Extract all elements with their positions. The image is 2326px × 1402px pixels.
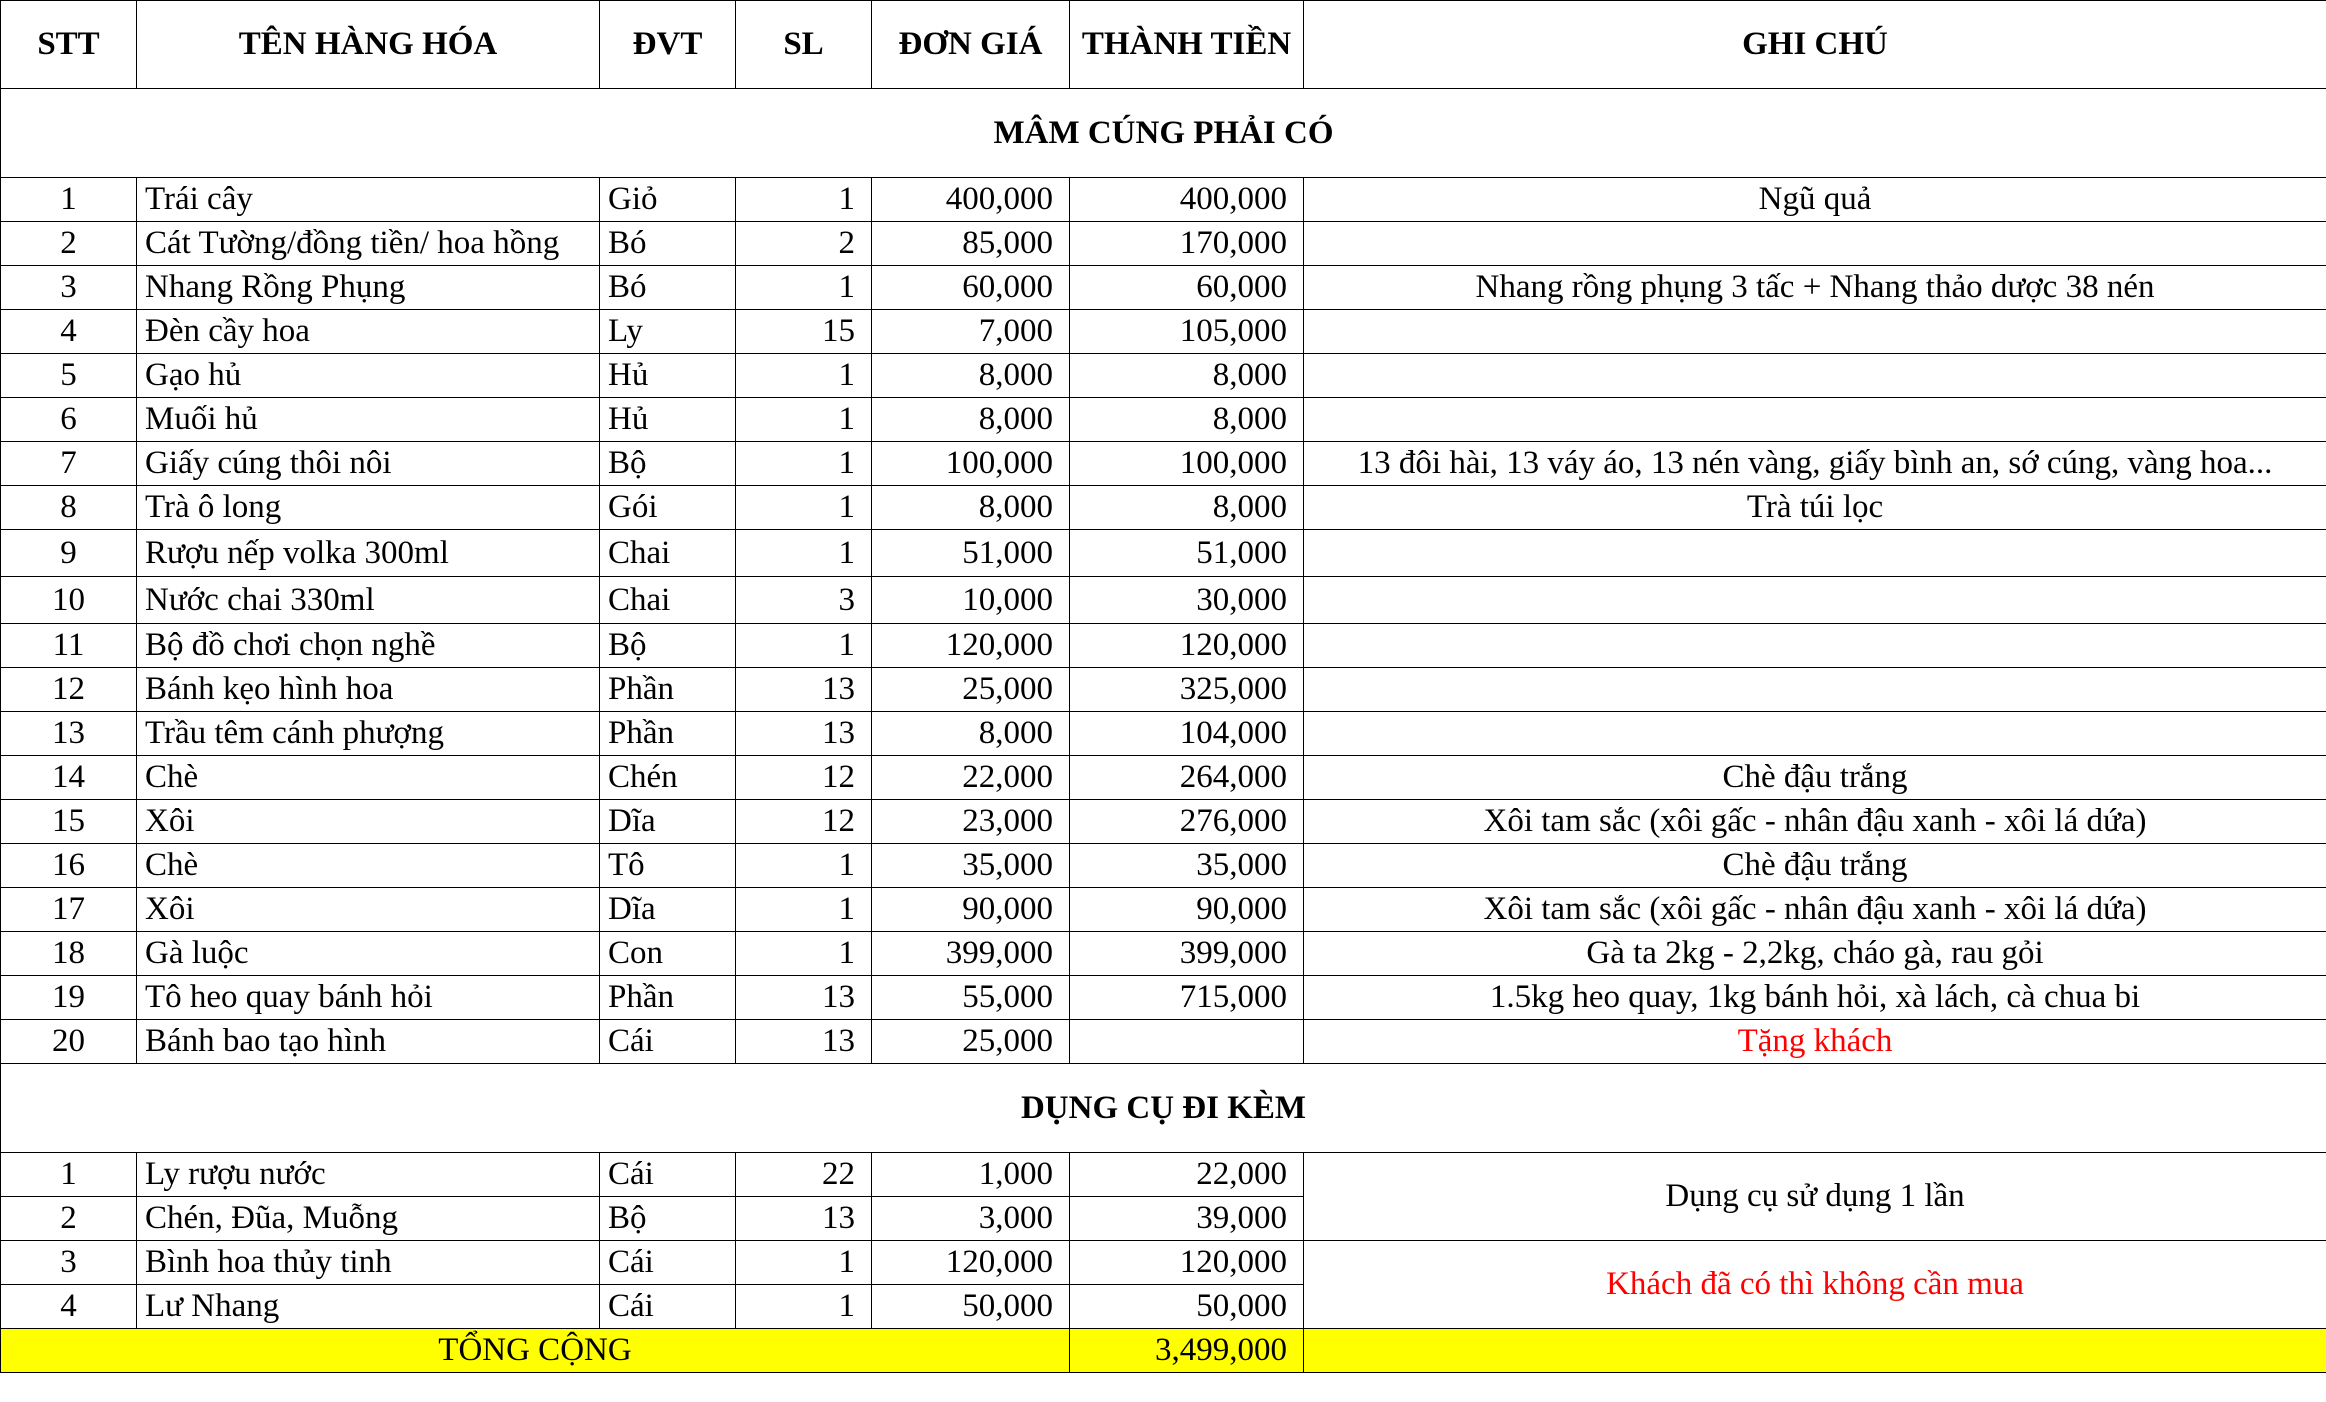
table-row xyxy=(1,756,2326,800)
row-stt: 11 xyxy=(1,624,137,668)
row-qty: 1 xyxy=(736,178,872,222)
row-amount: 39,000 xyxy=(1070,1197,1304,1241)
row-name: Chè xyxy=(137,844,600,888)
row-unit: Dĩa xyxy=(600,888,736,932)
row-unit: Cái xyxy=(600,1241,736,1285)
table-row xyxy=(1,530,2326,577)
row-qty: 3 xyxy=(736,577,872,624)
row-price: 25,000 xyxy=(872,668,1070,712)
row-amount: 120,000 xyxy=(1070,624,1304,668)
row-name: Trà ô long xyxy=(137,486,600,530)
row-price: 60,000 xyxy=(872,266,1070,310)
row-name: Tô heo quay bánh hỏi xyxy=(137,976,600,1020)
table-row xyxy=(1,1153,2326,1197)
row-note xyxy=(1304,222,2326,266)
row-qty: 22 xyxy=(736,1153,872,1197)
row-amount: 51,000 xyxy=(1070,530,1304,577)
row-note: 13 đôi hài, 13 váy áo, 13 nén vàng, giấy bình an, sớ cúng, vàng hoa... xyxy=(1304,442,2326,486)
row-amount: 35,000 xyxy=(1070,844,1304,888)
total-row xyxy=(1,1329,2326,1373)
row-note xyxy=(1304,354,2326,398)
row-note xyxy=(1304,577,2326,624)
row-stt: 3 xyxy=(1,1241,137,1285)
row-stt: 6 xyxy=(1,398,137,442)
row-amount: 120,000 xyxy=(1070,1241,1304,1285)
row-qty: 13 xyxy=(736,712,872,756)
row-note: Ngũ quả xyxy=(1304,178,2326,222)
row-unit: Bộ xyxy=(600,624,736,668)
row-name: Đèn cầy hoa xyxy=(137,310,600,354)
row-price: 51,000 xyxy=(872,530,1070,577)
table-row xyxy=(1,1241,2326,1285)
row-price: 50,000 xyxy=(872,1285,1070,1329)
row-stt: 10 xyxy=(1,577,137,624)
table-row xyxy=(1,712,2326,756)
section-title: MÂM CÚNG PHẢI CÓ xyxy=(1,89,2326,178)
table-row xyxy=(1,932,2326,976)
row-stt: 4 xyxy=(1,310,137,354)
table-row xyxy=(1,266,2326,310)
row-price: 55,000 xyxy=(872,976,1070,1020)
row-unit: Chai xyxy=(600,577,736,624)
row-unit: Ly xyxy=(600,310,736,354)
row-qty: 15 xyxy=(736,310,872,354)
row-unit: Tô xyxy=(600,844,736,888)
row-stt: 12 xyxy=(1,668,137,712)
row-stt: 1 xyxy=(1,1153,137,1197)
header-note: GHI CHÚ xyxy=(1304,1,2326,89)
total-note-empty xyxy=(1304,1329,2326,1373)
row-note: 1.5kg heo quay, 1kg bánh hỏi, xà lách, cà chua bi xyxy=(1304,976,2326,1020)
row-name: Trái cây xyxy=(137,178,600,222)
header-qty: SL xyxy=(736,1,872,89)
row-amount: 60,000 xyxy=(1070,266,1304,310)
row-amount: 715,000 xyxy=(1070,976,1304,1020)
row-qty: 1 xyxy=(736,354,872,398)
row-qty: 1 xyxy=(736,1285,872,1329)
row-name: Gà luộc xyxy=(137,932,600,976)
row-stt: 1 xyxy=(1,178,137,222)
row-qty: 1 xyxy=(736,844,872,888)
section-title: DỤNG CỤ ĐI KÈM xyxy=(1,1064,2326,1153)
row-amount xyxy=(1070,1020,1304,1064)
row-name: Ly rượu nước xyxy=(137,1153,600,1197)
row-amount: 50,000 xyxy=(1070,1285,1304,1329)
row-note: Chè đậu trắng xyxy=(1304,756,2326,800)
row-amount: 90,000 xyxy=(1070,888,1304,932)
row-name: Trầu têm cánh phượng xyxy=(137,712,600,756)
row-name: Xôi xyxy=(137,888,600,932)
row-amount: 170,000 xyxy=(1070,222,1304,266)
row-note: Gà ta 2kg - 2,2kg, cháo gà, rau gỏi xyxy=(1304,932,2326,976)
row-stt: 2 xyxy=(1,1197,137,1241)
row-name: Xôi xyxy=(137,800,600,844)
row-note xyxy=(1304,624,2326,668)
table-row xyxy=(1,398,2326,442)
table-row xyxy=(1,844,2326,888)
row-name: Nước chai 330ml xyxy=(137,577,600,624)
total-value: 3,499,000 xyxy=(1070,1329,1304,1373)
row-note xyxy=(1304,310,2326,354)
row-price: 1,000 xyxy=(872,1153,1070,1197)
row-qty: 1 xyxy=(736,486,872,530)
table-body xyxy=(1,89,2326,1373)
row-note-merged: Khách đã có thì không cần mua xyxy=(1304,1241,2326,1329)
row-name: Chén, Đũa, Muỗng xyxy=(137,1197,600,1241)
row-amount: 325,000 xyxy=(1070,668,1304,712)
table-row xyxy=(1,577,2326,624)
row-name: Chè xyxy=(137,756,600,800)
row-qty: 13 xyxy=(736,668,872,712)
row-price: 10,000 xyxy=(872,577,1070,624)
row-note: Xôi tam sắc (xôi gấc - nhân đậu xanh - xôi lá dứa) xyxy=(1304,800,2326,844)
row-qty: 1 xyxy=(736,624,872,668)
row-note xyxy=(1304,530,2326,577)
row-name: Bánh kẹo hình hoa xyxy=(137,668,600,712)
row-note: Xôi tam sắc (xôi gấc - nhân đậu xanh - xôi lá dứa) xyxy=(1304,888,2326,932)
row-unit: Hủ xyxy=(600,398,736,442)
row-unit: Hủ xyxy=(600,354,736,398)
table-row xyxy=(1,976,2326,1020)
row-price: 25,000 xyxy=(872,1020,1070,1064)
table-row xyxy=(1,800,2326,844)
row-amount: 276,000 xyxy=(1070,800,1304,844)
table-row xyxy=(1,1020,2326,1064)
row-note xyxy=(1304,668,2326,712)
row-price: 120,000 xyxy=(872,1241,1070,1285)
row-qty: 1 xyxy=(736,266,872,310)
row-name: Bình hoa thủy tinh xyxy=(137,1241,600,1285)
row-stt: 15 xyxy=(1,800,137,844)
row-amount: 22,000 xyxy=(1070,1153,1304,1197)
row-stt: 18 xyxy=(1,932,137,976)
row-note: Tặng khách xyxy=(1304,1020,2326,1064)
row-price: 8,000 xyxy=(872,486,1070,530)
table-row xyxy=(1,486,2326,530)
table-row xyxy=(1,888,2326,932)
row-amount: 400,000 xyxy=(1070,178,1304,222)
row-stt: 17 xyxy=(1,888,137,932)
row-amount: 30,000 xyxy=(1070,577,1304,624)
row-amount: 264,000 xyxy=(1070,756,1304,800)
row-amount: 105,000 xyxy=(1070,310,1304,354)
table-row xyxy=(1,624,2326,668)
row-price: 3,000 xyxy=(872,1197,1070,1241)
row-stt: 14 xyxy=(1,756,137,800)
table-row xyxy=(1,668,2326,712)
row-unit: Bó xyxy=(600,266,736,310)
row-unit: Bộ xyxy=(600,1197,736,1241)
total-label: TỔNG CỘNG xyxy=(1,1329,1070,1373)
table-row xyxy=(1,310,2326,354)
row-name: Nhang Rồng Phụng xyxy=(137,266,600,310)
row-qty: 13 xyxy=(736,1197,872,1241)
row-unit: Phần xyxy=(600,976,736,1020)
header-name: TÊN HÀNG HÓA xyxy=(137,1,600,89)
row-price: 23,000 xyxy=(872,800,1070,844)
row-price: 35,000 xyxy=(872,844,1070,888)
row-amount: 8,000 xyxy=(1070,398,1304,442)
row-unit: Phần xyxy=(600,668,736,712)
row-qty: 1 xyxy=(736,530,872,577)
row-stt: 4 xyxy=(1,1285,137,1329)
row-stt: 5 xyxy=(1,354,137,398)
row-note: Nhang rồng phụng 3 tấc + Nhang thảo dược 38 nén xyxy=(1304,266,2326,310)
row-name: Bánh bao tạo hình xyxy=(137,1020,600,1064)
table-row xyxy=(1,222,2326,266)
row-qty: 13 xyxy=(736,1020,872,1064)
row-price: 400,000 xyxy=(872,178,1070,222)
row-unit: Cái xyxy=(600,1153,736,1197)
row-unit: Con xyxy=(600,932,736,976)
row-stt: 16 xyxy=(1,844,137,888)
row-note xyxy=(1304,398,2326,442)
row-name: Lư Nhang xyxy=(137,1285,600,1329)
row-unit: Giỏ xyxy=(600,178,736,222)
row-qty: 12 xyxy=(736,800,872,844)
row-unit: Phần xyxy=(600,712,736,756)
row-stt: 2 xyxy=(1,222,137,266)
row-stt: 9 xyxy=(1,530,137,577)
header-unit: ĐVT xyxy=(600,1,736,89)
header-price: ĐƠN GIÁ xyxy=(872,1,1070,89)
row-price: 8,000 xyxy=(872,712,1070,756)
row-amount: 8,000 xyxy=(1070,354,1304,398)
row-note: Trà túi lọc xyxy=(1304,486,2326,530)
section-title-row xyxy=(1,89,2326,178)
row-qty: 1 xyxy=(736,932,872,976)
row-note-merged: Dụng cụ sử dụng 1 lần xyxy=(1304,1153,2326,1241)
row-name: Cát Tường/đồng tiền/ hoa hồng xyxy=(137,222,600,266)
row-price: 120,000 xyxy=(872,624,1070,668)
row-unit: Dĩa xyxy=(600,800,736,844)
header-amount: THÀNH TIỀN xyxy=(1070,1,1304,89)
row-qty: 1 xyxy=(736,1241,872,1285)
row-stt: 19 xyxy=(1,976,137,1020)
row-price: 7,000 xyxy=(872,310,1070,354)
row-unit: Cái xyxy=(600,1020,736,1064)
row-note: Chè đậu trắng xyxy=(1304,844,2326,888)
row-price: 90,000 xyxy=(872,888,1070,932)
row-price: 85,000 xyxy=(872,222,1070,266)
header-row xyxy=(1,1,2326,89)
row-qty: 1 xyxy=(736,888,872,932)
row-price: 8,000 xyxy=(872,354,1070,398)
row-unit: Chén xyxy=(600,756,736,800)
row-unit: Chai xyxy=(600,530,736,577)
row-price: 100,000 xyxy=(872,442,1070,486)
row-qty: 1 xyxy=(736,442,872,486)
table-row xyxy=(1,442,2326,486)
row-unit: Bộ xyxy=(600,442,736,486)
table-row xyxy=(1,354,2326,398)
table-row xyxy=(1,178,2326,222)
row-qty: 12 xyxy=(736,756,872,800)
section-title-row xyxy=(1,1064,2326,1153)
row-stt: 8 xyxy=(1,486,137,530)
row-name: Muối hủ xyxy=(137,398,600,442)
row-amount: 399,000 xyxy=(1070,932,1304,976)
row-unit: Gói xyxy=(600,486,736,530)
row-price: 22,000 xyxy=(872,756,1070,800)
row-amount: 100,000 xyxy=(1070,442,1304,486)
row-note xyxy=(1304,712,2326,756)
row-stt: 20 xyxy=(1,1020,137,1064)
row-name: Giấy cúng thôi nôi xyxy=(137,442,600,486)
row-amount: 104,000 xyxy=(1070,712,1304,756)
row-name: Gạo hủ xyxy=(137,354,600,398)
row-stt: 13 xyxy=(1,712,137,756)
row-qty: 1 xyxy=(736,398,872,442)
row-name: Rượu nếp volka 300ml xyxy=(137,530,600,577)
row-name: Bộ đồ chơi chọn nghề xyxy=(137,624,600,668)
row-unit: Cái xyxy=(600,1285,736,1329)
row-price: 8,000 xyxy=(872,398,1070,442)
row-price: 399,000 xyxy=(872,932,1070,976)
row-qty: 2 xyxy=(736,222,872,266)
row-unit: Bó xyxy=(600,222,736,266)
row-stt: 3 xyxy=(1,266,137,310)
row-qty: 13 xyxy=(736,976,872,1020)
row-stt: 7 xyxy=(1,442,137,486)
row-amount: 8,000 xyxy=(1070,486,1304,530)
header-stt: STT xyxy=(1,1,137,89)
